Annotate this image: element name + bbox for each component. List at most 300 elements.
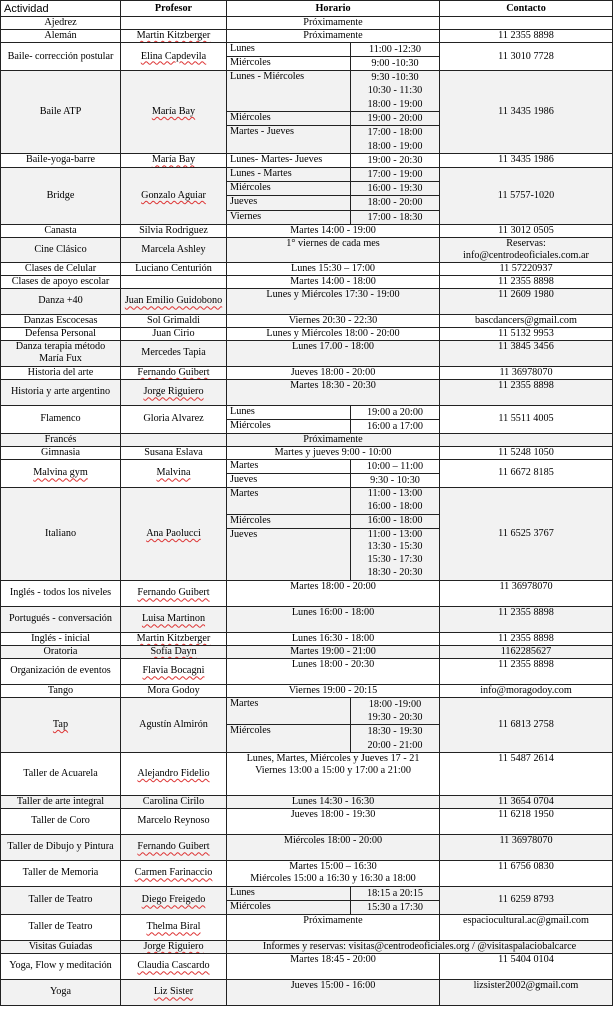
cell-horas [351,182,440,196]
hora-line: 18:00 - 20:00 [367,197,423,209]
cell-profesor [121,446,227,459]
table-row [1,658,613,684]
cell-horario: Martes 14:00 - 18:00 [227,275,440,288]
cell-dia: Lunes [227,886,351,900]
table-row [1,237,613,262]
cell-actividad [1,658,121,684]
cell-actividad [1,886,121,914]
cell-contacto: 11 3435 1986 [440,71,613,154]
cell-actividad [1,224,121,237]
hora-line: 19:00 a 20:00 [366,406,424,418]
cell-contacto: info@moragodoy.com [440,684,613,697]
cell-dia: Lunes - Martes [227,167,351,181]
header-actividad: Actividad [1,1,121,17]
actividad-text: Francés [44,433,77,445]
cell-horario [227,752,440,795]
profesor-text: Martin Kitzberger [136,30,211,41]
profesor-text: Flavia Bocagni [142,665,205,677]
cell-contacto: 11 6813 2758 [440,697,613,752]
cell-horas [351,419,440,433]
cell-actividad [1,17,121,30]
actividad-text: Taller de Teatro [28,894,93,906]
cell-dia: Viernes [227,210,351,224]
cell-horas [351,43,440,57]
profesor-text: Carolina Cirilo [142,795,205,807]
cell-profesor [121,17,227,30]
profesor-text: Juan Emilio Guidobono [124,295,223,307]
profesor-text: Claudia Cascardo [137,960,210,972]
header-horario: Horario [227,1,440,17]
profesor-text: Sol Grimaldi [147,314,200,326]
cell-profesor [121,632,227,645]
cell-horario: Martes 14:00 - 19:00 [227,224,440,237]
cell-profesor [121,167,227,224]
hora-line: 17:00 - 18:30 [367,211,423,223]
cell-horario: Informes y reservas: visitas@centrodeoficiales.org / @visitaspalaciobalcarce [227,940,613,953]
cell-contacto: bascdancers@gmail.com [440,314,613,327]
table-row [1,459,613,473]
cell-actividad [1,275,121,288]
cell-contacto: 11 3654 0704 [440,795,613,808]
cell-contacto: 11 2355 8898 [440,658,613,684]
cell-profesor [121,914,227,940]
cell-actividad [1,262,121,275]
table-row [1,262,613,275]
profesor-text: Juan Cirio [152,327,195,339]
table-row [1,697,613,725]
cell-profesor [121,979,227,1005]
cell-profesor [121,262,227,275]
table-row [1,43,613,57]
cell-profesor [121,645,227,658]
hora-line: 19:00 - 20:00 [367,112,423,124]
hora-line: 16:00 - 18:00 [367,514,423,526]
profesor-text: Jorge Riguiero [143,386,204,398]
actividad-text: Visitas Guiadas [28,940,93,952]
hora-line: 18:00 - 19:00 [367,98,423,110]
actividad-text: Baile-yoga-barre [25,154,95,166]
cell-contacto: 11 2609 1980 [440,288,613,314]
table-row [1,580,613,606]
profesor-text: Fernando Guibert [137,841,210,853]
cell-actividad [1,237,121,262]
hora-line: 16:00 a 17:00 [366,420,424,432]
cell-profesor [121,459,227,487]
actividad-text: Italiano [44,527,77,539]
cell-horas [351,153,440,167]
cell-horario: 1° viernes de cada mes [227,237,440,262]
table-row [1,860,613,886]
cell-dia: Miércoles [227,182,351,196]
cell-horas [351,459,440,473]
actividad-text: Tango [47,684,74,696]
cell-actividad [1,71,121,154]
cell-profesor [121,580,227,606]
cell-contacto: 11 6259 8793 [440,886,613,914]
table-row [1,327,613,340]
table-row [1,288,613,314]
actividad-text: Flamenco [40,413,81,425]
cell-contacto: 11 6218 1950 [440,808,613,834]
cell-contacto [440,433,613,446]
table-row [1,275,613,288]
profesor-text: Agustín Almirón [139,718,208,730]
cell-contacto: 11 3435 1986 [440,153,613,167]
cell-profesor [121,327,227,340]
cell-profesor [121,487,227,580]
cell-contacto: 11 6672 8185 [440,459,613,487]
header-row [1,1,613,17]
table-row [1,340,613,366]
cell-horas [351,167,440,181]
cell-contacto: 11 3845 3456 [440,340,613,366]
cell-contacto: 11 5132 9953 [440,327,613,340]
hora-line: 19:30 - 20:30 [367,712,423,724]
cell-horario: Viernes 20:30 - 22:30 [227,314,440,327]
cell-profesor [121,808,227,834]
hora-line: 19:00 - 20:30 [367,154,423,166]
profesor-text: Alejandro Fidelio [137,767,210,779]
cell-profesor [121,658,227,684]
cell-actividad [1,167,121,224]
cell-actividad [1,940,121,953]
cell-horario: Jueves 18:00 - 20:00 [227,366,440,379]
profesor-text: Gloria Alvarez [143,413,204,425]
actividad-text: Clases de apoyo escolar [11,275,110,287]
actividad-text: Portugués - conversación [9,613,112,625]
table-row [1,940,613,953]
cell-horario: Jueves 18:00 - 19:30 [227,808,440,834]
cell-contacto: 11 2355 8898 [440,30,613,43]
cell-actividad [1,684,121,697]
profesor-text: Fernando Guibert [137,587,210,599]
cell-contacto [440,17,613,30]
cell-horas [351,514,440,528]
cell-horas [351,71,440,112]
cell-dia: Miércoles [227,111,351,125]
cell-horario: Lunes y Miércoles 17:30 - 19:00 [227,288,440,314]
profesor-text: Marcelo Reynoso [137,815,210,827]
actividad-text: Danza terapia método María Fux [15,341,106,365]
table-row [1,446,613,459]
hora-line: 18:15 a 20:15 [366,887,424,899]
profesor-text: Mora Godoy [147,684,200,696]
cell-actividad [1,697,121,752]
cell-contacto: 11 2355 8898 [440,379,613,405]
profesor-text: Fernando Guibert [137,366,210,378]
profesor-text: Jorge Riguiero [143,940,204,952]
cell-profesor [121,224,227,237]
hora-line: 10:30 - 11:30 [367,85,423,97]
cell-profesor [121,697,227,752]
cell-profesor [121,886,227,914]
profesor-text: Liz Sister [153,986,194,998]
horario-line: Viernes 13:00 a 15:00 y 17:00 a 21:00 [255,764,411,776]
actividad-text: Clases de Celular [24,262,97,274]
schedule-body [1,17,613,1006]
horario-line: Miércoles 15:00 a 16:30 y 16:30 a 18:00 [250,872,416,884]
actividad-text: Inglés - todos los niveles [9,587,112,599]
cell-horas [351,528,440,580]
actividad-text: Danza +40 [38,295,83,307]
profesor-text: Sofía Dayn [150,645,197,657]
actividad-text: Historia y arte argentino [10,386,111,398]
cell-contacto: 1162285627 [440,645,613,658]
table-row [1,487,613,514]
cell-horario: Martes 18:30 - 20:30 [227,379,440,405]
cell-horario: Jueves 15:00 - 16:00 [227,979,440,1005]
cell-actividad [1,379,121,405]
actividad-text: Yoga, Flow y meditación [9,960,112,972]
actividad-text: Taller de arte integral [16,795,105,807]
actividad-text: Organización de eventos [10,665,111,677]
cell-contacto: 11 36978070 [440,834,613,860]
profesor-text: Thelma Biral [146,921,201,933]
cell-dia: Jueves [227,528,351,580]
actividad-text: Yoga [49,986,72,998]
cell-profesor [121,940,227,953]
cell-horario: Lunes 17.00 - 18:00 [227,340,440,366]
cell-horas [351,487,440,514]
cell-dia: Martes - Jueves [227,126,351,154]
cell-profesor [121,953,227,979]
cell-horas [351,57,440,71]
actividad-text: Baile ATP [39,105,82,117]
cell-horario: Viernes 19:00 - 20:15 [227,684,440,697]
cell-actividad [1,834,121,860]
hora-line: 15:30 a 17:30 [366,901,424,913]
cell-profesor [121,43,227,71]
cell-horario: Próximamente [227,433,440,446]
cell-profesor [121,288,227,314]
cell-horario [227,860,440,886]
cell-actividad [1,795,121,808]
cell-profesor [121,275,227,288]
hora-line: 17:00 - 19:00 [367,168,423,180]
cell-actividad [1,153,121,167]
cell-actividad [1,808,121,834]
cell-contacto: espaciocultural.ac@gmail.com [440,914,613,940]
cell-actividad [1,914,121,940]
cell-contacto: 11 6525 3767 [440,487,613,580]
actividad-text: Malvina gym [33,467,88,479]
cell-actividad [1,433,121,446]
profesor-text: Malvina [156,467,191,479]
cell-horario: Lunes 18:00 - 20:30 [227,658,440,684]
cell-horario: Lunes 14:30 - 16:30 [227,795,440,808]
cell-actividad [1,314,121,327]
cell-contacto: 11 6756 0830 [440,860,613,886]
cell-profesor [121,606,227,632]
cell-contacto: 11 5511 4005 [440,405,613,433]
cell-dia: Lunes- Martes- Jueves [227,153,351,167]
cell-contacto: lizsister2002@gmail.com [440,979,613,1005]
table-row [1,433,613,446]
cell-dia: Miércoles [227,514,351,528]
cell-contacto: 11 5404 0104 [440,953,613,979]
cell-profesor [121,379,227,405]
hora-line: 18:00 -19:00 [368,698,422,710]
actividad-text: Gimnasia [40,446,81,458]
cell-profesor [121,153,227,167]
cell-contacto: 11 36978070 [440,366,613,379]
cell-actividad [1,752,121,795]
profesor-text: Gonzalo Aguiar [141,189,206,201]
cell-profesor [121,340,227,366]
cell-horario: Lunes 16:30 - 18:00 [227,632,440,645]
cell-actividad [1,487,121,580]
actividad-text: Taller de Memoria [22,867,99,879]
profesor-text: Marcela Ashley [141,243,206,255]
cell-profesor [121,314,227,327]
cell-actividad [1,366,121,379]
profesor-text: Elina Capdevila [140,50,207,62]
table-row [1,314,613,327]
table-row [1,167,613,181]
hora-line: 18:00 - 19:00 [367,140,423,152]
hora-line: 10:00 – 11:00 [366,460,424,472]
cell-dia: Jueves [227,473,351,487]
table-row [1,834,613,860]
cell-horario: Lunes 16:00 - 18:00 [227,606,440,632]
cell-horario: Miércoles 18:00 - 20:00 [227,834,440,860]
table-row [1,632,613,645]
hora-line: 20:00 - 21:00 [367,739,423,751]
hora-line: 13:30 - 15:30 [367,541,423,553]
cell-actividad [1,632,121,645]
cell-dia: Lunes [227,405,351,419]
actividad-text: Taller de Acuarela [23,767,98,779]
profesor-text: María Bay [151,105,196,117]
cell-profesor [121,433,227,446]
cell-horario: Lunes y Miércoles 18:00 - 20:00 [227,327,440,340]
hora-line: 15:30 - 17:30 [367,554,423,566]
cell-profesor [121,237,227,262]
cell-horario: Martes 18:45 - 20:00 [227,953,440,979]
cell-horario: Próximamente [227,30,440,43]
cell-profesor [121,860,227,886]
hora-line: 16:00 - 19:30 [367,183,423,195]
header-profesor: Profesor [121,1,227,17]
profesor-text: Susana Eslava [144,446,203,458]
cell-actividad [1,953,121,979]
profesor-text: Carmen Farinaccio [134,867,213,879]
cell-profesor [121,684,227,697]
cell-actividad [1,43,121,71]
cell-dia: Lunes [227,43,351,57]
cell-dia: Jueves [227,196,351,210]
table-row [1,886,613,900]
cell-actividad [1,340,121,366]
hora-line: 11:00 - 13:00 [367,528,423,540]
cell-actividad [1,606,121,632]
actividad-text: Cine Clásico [34,243,87,255]
hora-line: 18:30 - 19:30 [367,726,423,738]
cell-dia: Miércoles [227,419,351,433]
cell-actividad [1,645,121,658]
cell-dia: Martes [227,459,351,473]
profesor-text: Luciano Centurión [135,262,212,274]
cell-contacto: 11 2355 8898 [440,606,613,632]
cell-horas [351,405,440,419]
actividad-text: Taller de Dibujo y Pintura [7,841,114,853]
actividad-text: Defensa Personal [24,327,96,339]
cell-dia: Miércoles [227,725,351,753]
cell-horas [351,697,440,725]
table-row [1,606,613,632]
hora-line: 11:00 - 13:00 [367,487,423,499]
table-row [1,914,613,940]
actividad-text: Tap [52,718,69,730]
actividad-text: Oratoria [43,645,78,657]
cell-actividad [1,446,121,459]
cell-profesor [121,405,227,433]
hora-line: 9:30 -10:30 [371,72,419,83]
table-row [1,17,613,30]
actividad-text: Taller de Coro [31,815,90,827]
actividad-text: Baile- corrección postular [7,50,114,62]
cell-actividad [1,405,121,433]
actividad-text: Ajedrez [44,17,77,28]
cell-contacto: 11 3012 0505 [440,224,613,237]
table-row [1,153,613,167]
cell-contacto: 11 2355 8898 [440,275,613,288]
header-contacto: Contacto [440,1,613,17]
cell-horario: Martes 18:00 - 20:00 [227,580,440,606]
profesor-text: Silvia Rodriguez [139,224,208,236]
actividad-text: Taller de Teatro [28,921,93,933]
cell-horas [351,725,440,753]
horario-line: Martes 15:00 – 16:30 [289,860,377,872]
cell-actividad [1,30,121,43]
cell-horas [351,126,440,154]
cell-profesor [121,834,227,860]
cell-actividad [1,580,121,606]
cell-dia: Martes [227,487,351,514]
table-row [1,379,613,405]
table-row [1,795,613,808]
cell-horas [351,210,440,224]
cell-actividad [1,860,121,886]
cell-contacto: 11 57220937 [440,262,613,275]
table-row [1,808,613,834]
cell-contacto: 11 36978070 [440,580,613,606]
actividad-text: Bridge [46,189,75,201]
table-row [1,30,613,43]
cell-profesor [121,752,227,795]
table-row [1,953,613,979]
actividad-text: Danzas Escocesas [23,314,98,326]
profesor-text: Diego Freigedo [141,894,206,906]
cell-actividad [1,459,121,487]
cell-profesor [121,30,227,43]
hora-line: 18:30 - 20:30 [367,567,423,579]
cell-profesor [121,71,227,154]
cell-horario: Próximamente [227,17,440,30]
actividad-text: Alemán [44,30,77,41]
profesor-text: Luisa Martinon [141,613,206,625]
cell-horas [351,473,440,487]
cell-horario: Martes y jueves 9:00 - 10:00 [227,446,440,459]
hora-line: 16:00 - 18:00 [367,500,423,512]
cell-contacto: 11 5248 1050 [440,446,613,459]
cell-horario: Martes 19:00 - 21:00 [227,645,440,658]
profesor-text: Ana Paolucci [146,527,201,539]
hora-line: 11:00 -12:30 [369,44,421,55]
table-row [1,752,613,795]
cell-contacto: Reservas: info@centrodeoficiales.com.ar [440,237,613,262]
cell-horario: Próximamente [227,914,440,940]
